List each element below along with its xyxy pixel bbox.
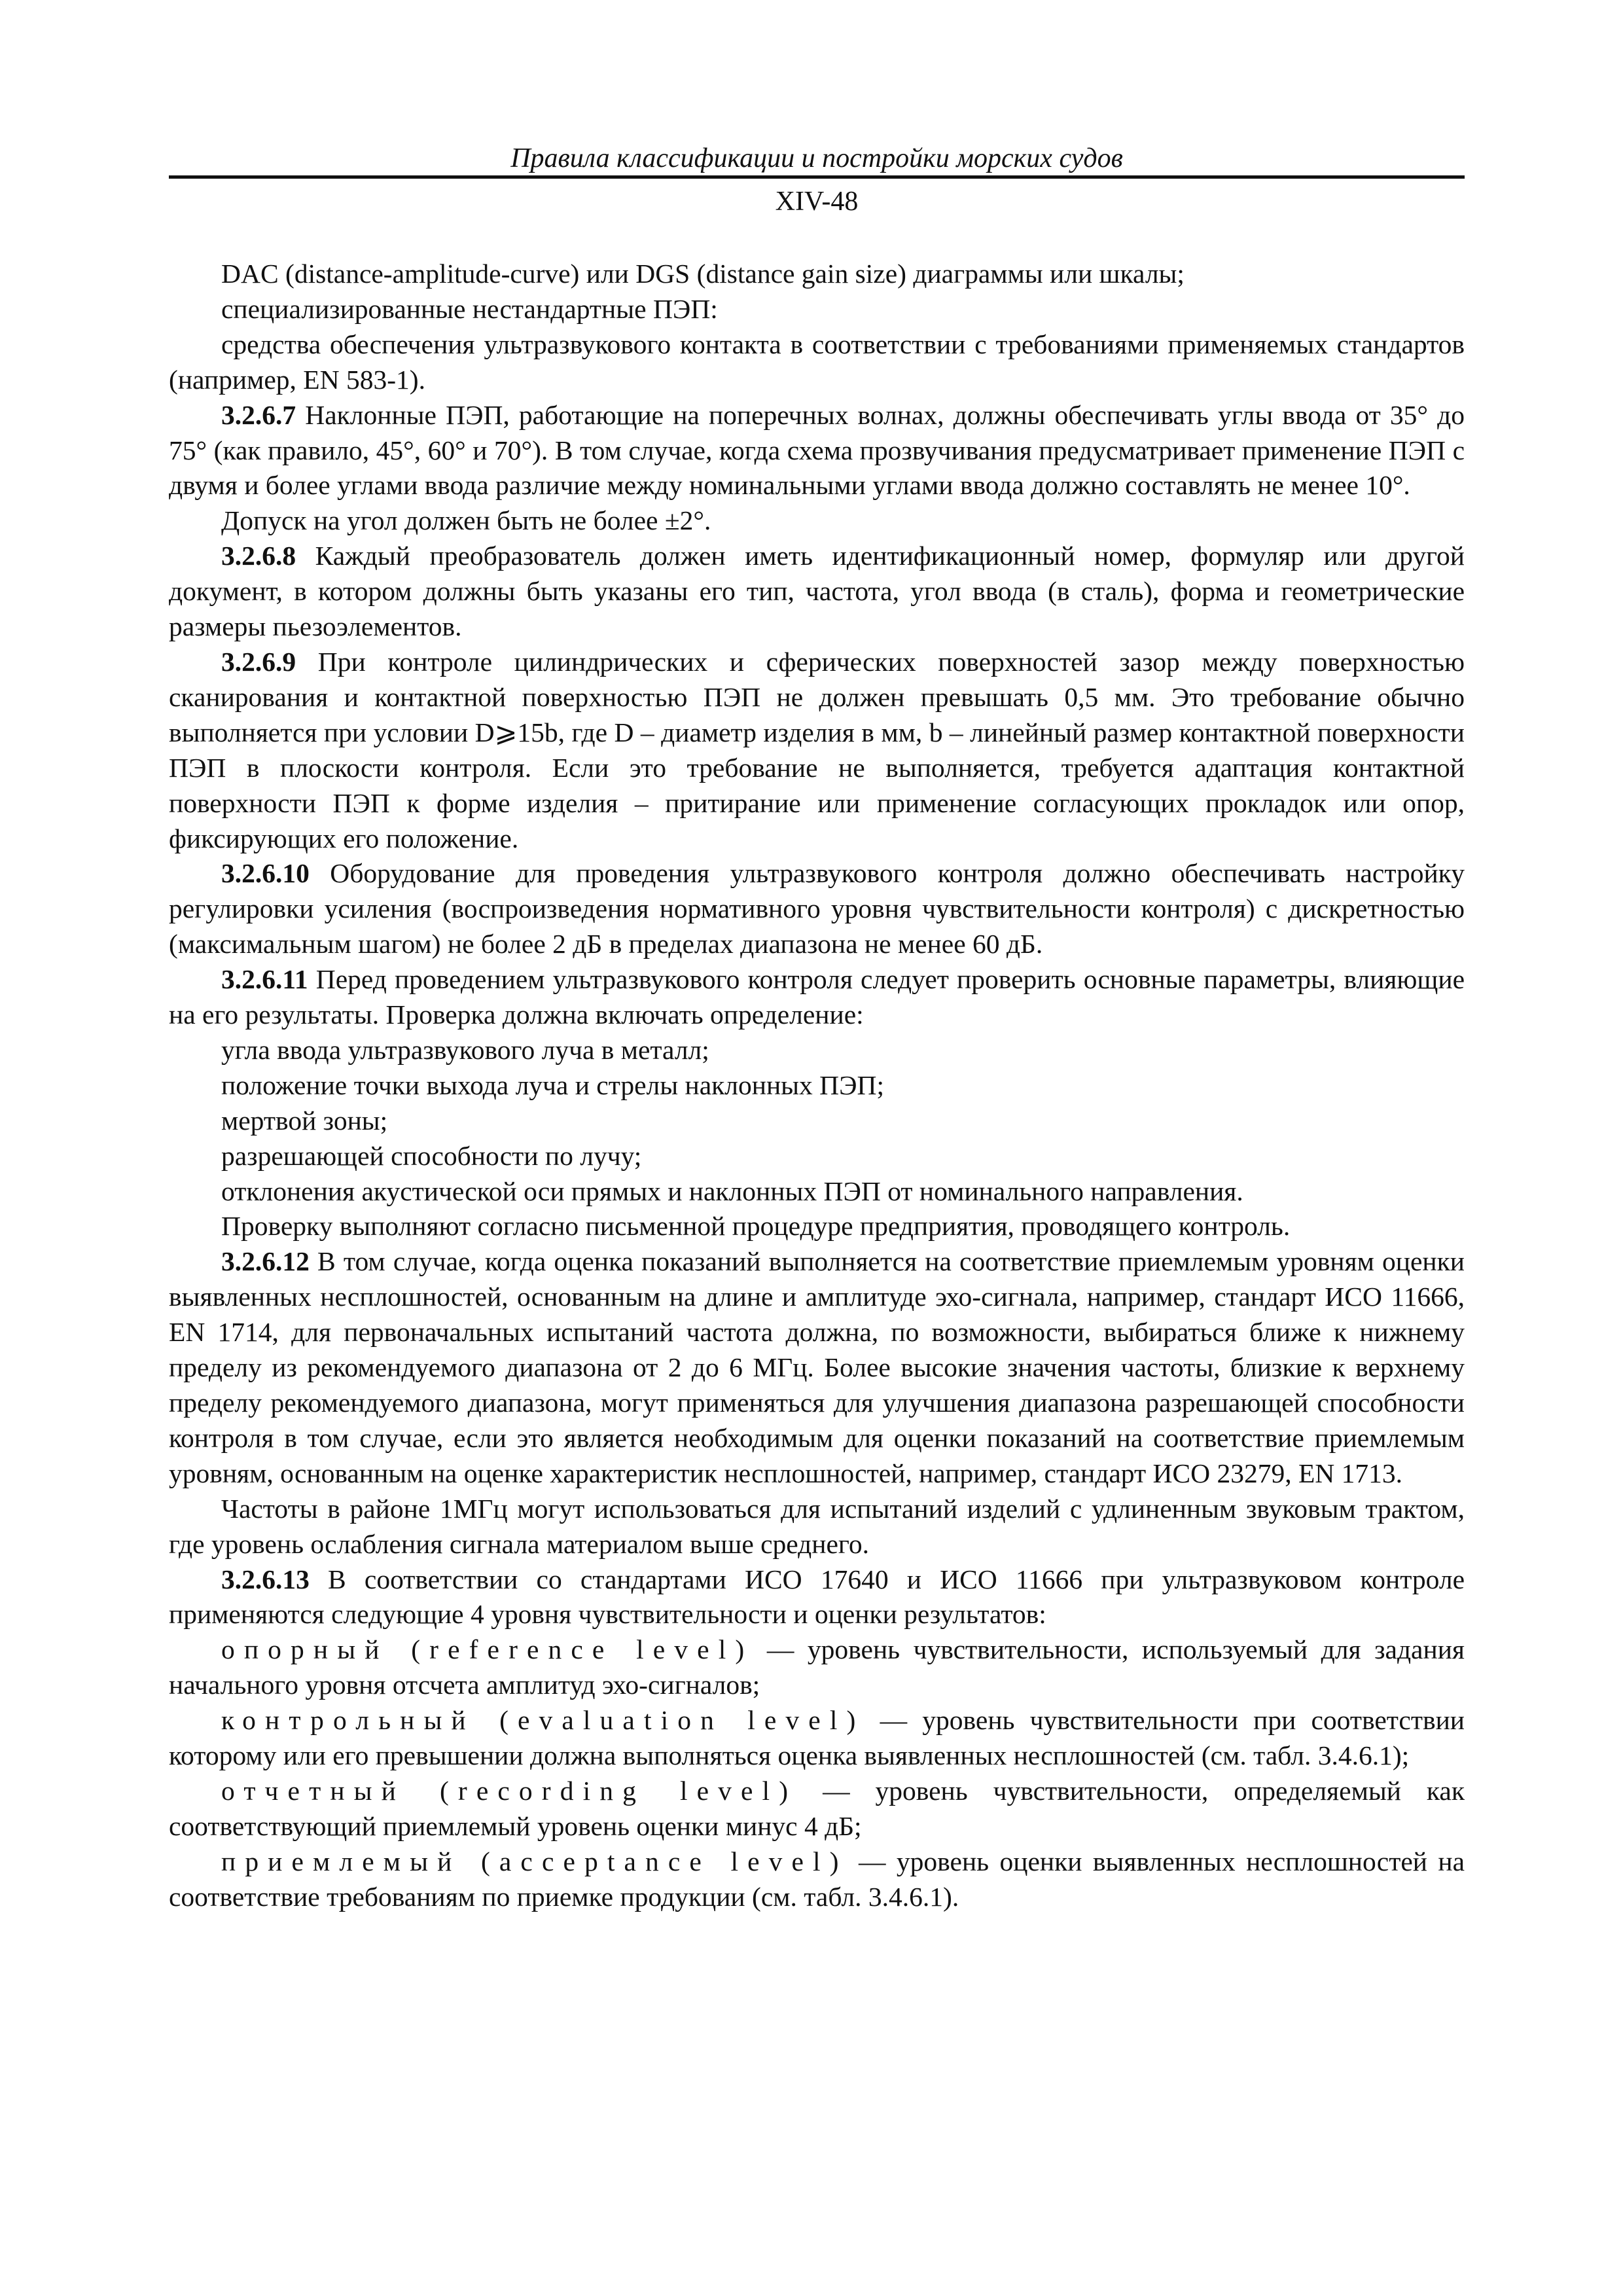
clause-number: 3.2.6.13 — [221, 1564, 310, 1594]
list-item: разрешающей способности по лучу; — [221, 1140, 642, 1171]
clause-number: 3.2.6.8 — [221, 541, 296, 571]
clause-number: 3.2.6.12 — [221, 1246, 310, 1277]
defined-term: контрольный (evaluation level) — [221, 1705, 865, 1736]
clause-3-2-6-13: 3.2.6.13 В соответствии со стандартами ИСО 17640 и ИСО 11666 при ультразвуковом контроле применяются следующие 4 уровня чувствительности и оценки результатов: — [169, 1564, 1465, 1630]
clause-number: 3.2.6.9 — [221, 646, 296, 677]
clause-3-2-6-7: 3.2.6.7 Наклонные ПЭП, работающие на поперечных волнах, должны обеспечивать углы ввода от 35° до 75° (как правило, 45°, 60° и 70°). В том случае, когда схема прозвучивания предусматривает применение ПЭП с двумя и более углами ввода различие между номинальными углами ввода должно составлять не менее 10°. — [169, 399, 1465, 501]
clause-3-2-6-12: 3.2.6.12 В том случае, когда оценка показаний выполняется на соответствие приемлемым уровням оценки выявленных несплошностей, основанным на длине и амплитуде эхо-сигнала, например, стандарт ИСО 11666, EN 1714, для первоначальных испытаний частота должна, по возможности, выбираться ближе к нижнему пределу из рекомендуемого диапазона от 2 до 6 МГц. Более высокие значения частоты, близкие к верхнему пределу рекомендуемого диапазона, могут применяться для улучшения диапазона разрешающей способности контроля в том случае, если это является необходимым для оценки показаний на соответствие приемлемым уровням, основанным на оценке характеристик несплошностей, например, стандарт ИСО 23279, EN 1713. — [169, 1246, 1465, 1488]
paragraph: Частоты в районе 1МГц могут использоваться для испытаний изделий с удлиненным звуковым трактом, где уровень ослабления сигнала материалом выше среднего. — [169, 1493, 1465, 1559]
definition-item: отчетный (recording level) — уровень чувствительности, определяемый как соответствующий приемлемый уровень оценки минус 4 дБ; — [169, 1775, 1465, 1841]
clause-3-2-6-8: 3.2.6.8 Каждый преобразователь должен иметь идентификационный номер, формуляр или другой документ, в котором должны быть указаны его тип, частота, угол ввода (в сталь), форма и геометрические размеры пьезоэлементов. — [169, 541, 1465, 642]
clause-number: 3.2.6.7 — [221, 399, 296, 430]
list-item: угла ввода ультразвукового луча в металл; — [221, 1034, 709, 1065]
definition-item: опорный (reference level) — уровень чувствительности, используемый для задания начального уровня отсчета амплитуд эхо-сигналов; — [169, 1634, 1465, 1700]
list-item: мертвой зоны; — [221, 1105, 388, 1136]
list-item: положение точки выхода луча и стрелы наклонных ПЭП; — [221, 1069, 885, 1100]
paragraph: DAC (distance-amplitude-curve) или DGS (distance gain size) диаграммы или шкалы; — [221, 259, 1185, 289]
paragraph: Проверку выполняют согласно письменной процедуре предприятия, проводящего контроль. — [221, 1211, 1291, 1242]
list-item: отклонения акустической оси прямых и наклонных ПЭП от номинального направления. — [221, 1175, 1243, 1206]
header-rule — [169, 175, 1465, 179]
paragraph: средства обеспечения ультразвукового контакта в соответствии с требованиями применяемых стандартов (например, EN 583-1). — [169, 329, 1465, 395]
definition-item: приемлемый (acceptance level) — уровень оценки выявленных несплошностей на соответствие требованиям по приемке продукции (см. табл. 3.4.6.1). — [169, 1846, 1465, 1912]
clause-3-2-6-10: 3.2.6.10 Оборудование для проведения ультразвукового контроля должно обеспечивать настройку регулировки усиления (воспроизведения нормативного уровня чувствительности контроля) с дискретностью (максимальным шагом) не более 2 дБ в пределах диапазона не менее 60 дБ. — [169, 858, 1465, 960]
page-number: XIV-48 — [775, 187, 859, 217]
clause-3-2-6-11: 3.2.6.11 Перед проведением ультразвукового контроля следует проверить основные параметры, влияющие на его результаты. Проверка должна включать определение: — [169, 964, 1465, 1030]
clause-3-2-6-9: 3.2.6.9 При контроле цилиндрических и сферических поверхностей зазор между поверхностью сканирования и контактной поверхностью ПЭП не должен превышать 0,5 мм. Это требование обычно выполняется при условии D⩾15b, где D – диаметр изделия в мм, b – линейный размер контактной поверхности ПЭП в плоскости контроля. Если это требование не выполняется, требуется адаптация контактной поверхности ПЭП к форме изделия – притирание или применение согласующих прокладок или опор, фиксирующих его положение. — [169, 646, 1465, 853]
definition-item: контрольный (evaluation level) — уровень чувствительности при соответствии которому или его превышении должна выполняться оценка выявленных несплошностей (см. табл. 3.4.6.1); — [169, 1705, 1465, 1771]
defined-term: опорный (reference level) — [221, 1634, 754, 1665]
defined-term: приемлемый (acceptance level) — [221, 1846, 848, 1876]
clause-number: 3.2.6.10 — [221, 858, 310, 889]
defined-term: отчетный (recording level) — [221, 1775, 798, 1806]
clause-number: 3.2.6.11 — [221, 964, 308, 995]
document-body — [169, 257, 1465, 1915]
paragraph: специализированные нестандартные ПЭП: — [221, 293, 718, 324]
running-title: Правила классификации и постройки морских судов — [510, 143, 1123, 173]
paragraph: Допуск на угол должен быть не более ±2°. — [221, 505, 711, 536]
